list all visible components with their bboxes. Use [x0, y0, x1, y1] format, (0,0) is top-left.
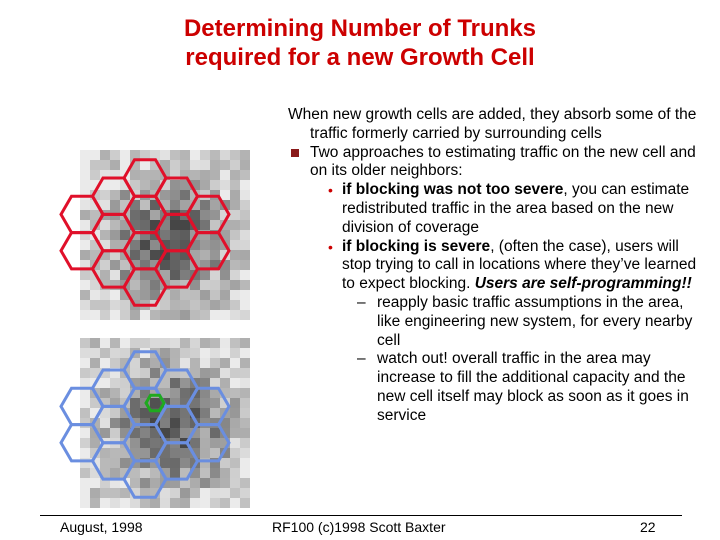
dash-item-2-text: watch out! overall traffic in the area may increase to fill the additional capacity and the new cell itself may block as soon as it goes in service [377, 350, 689, 424]
sub-bullet-2 [270, 238, 710, 294]
sub-bullet-1-bold: if blocking was not too severe [342, 181, 564, 199]
dash-item-1-text: reapply basic traffic assumptions in the area, like engineering new system, for every nearby cell [377, 293, 693, 349]
dot-bullet-icon: • [328, 238, 333, 255]
sub-bullet-2-text: , (often the case), users will stop trying to call in locations where they’ve learned to expect blocking. [342, 237, 697, 293]
slide-title [0, 14, 720, 72]
dash-item-1 [270, 294, 710, 350]
dash-bullet-icon: – [357, 350, 366, 368]
dot-bullet-icon: • [328, 182, 333, 199]
main-bullet [270, 144, 710, 182]
square-bullet-icon [291, 149, 299, 157]
slide-body [270, 106, 710, 426]
sub-bullet-1 [270, 181, 710, 237]
main-bullet-text: Two approaches to estimating traffic on the new cell and on its older neighbors: [310, 143, 696, 180]
dash-bullet-icon: – [357, 293, 366, 311]
intro-paragraph: When new growth cells are added, they absorb some of the traffic formerly carried by surrounding cells [288, 106, 697, 142]
title-line-2: required for a new Growth Cell [185, 44, 535, 71]
footer-course: RF100 (c)1998 Scott Baxter [272, 519, 446, 535]
sub-bullet-1-text: , you can estimate redistributed traffic in the area based on the new division of coverage [342, 181, 690, 236]
sub-bullet-2-emphasis: Users are self-programming!! [474, 275, 692, 293]
footer-divider [40, 515, 682, 516]
footer-date: August, 1998 [60, 519, 143, 535]
sub-bullet-2-bold: if blocking is severe [342, 237, 491, 255]
dash-item-2 [270, 350, 710, 425]
footer-page-number: 22 [640, 519, 656, 535]
title-line-1: Determining Number of Trunks [183, 15, 537, 42]
